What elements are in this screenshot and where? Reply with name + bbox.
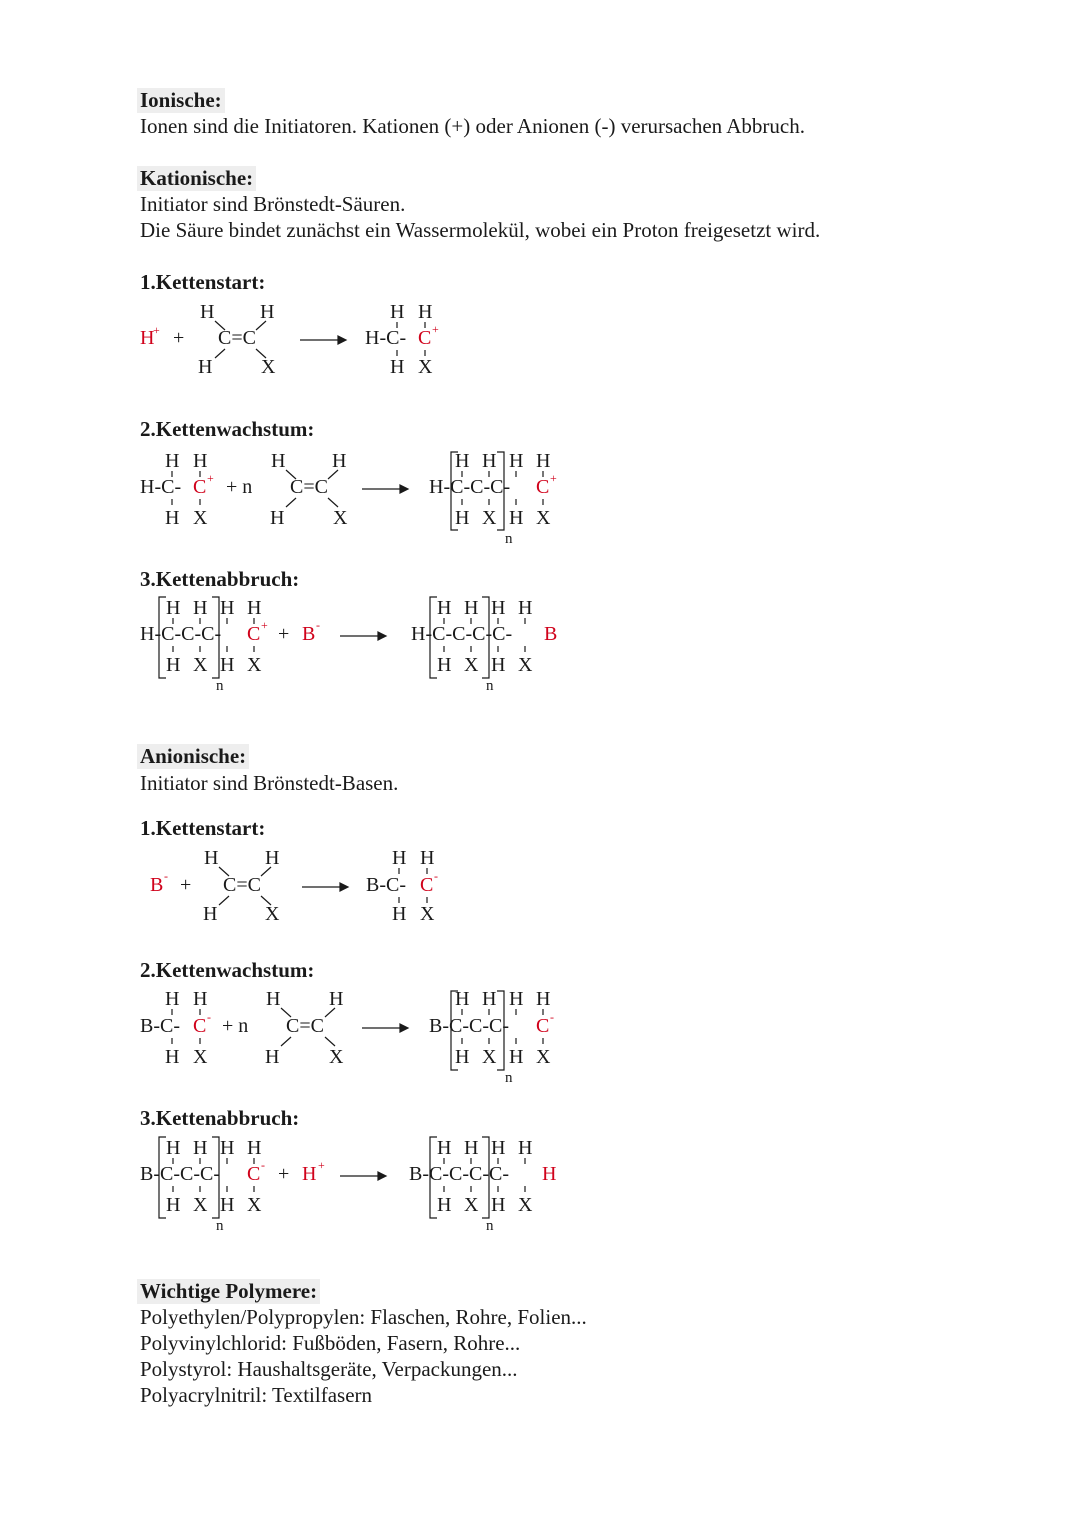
polymer-item: Polystyrol: Haushaltsgeräte, Verpackungen... <box>140 1357 518 1381</box>
kationische-line-2: Die Säure bindet zunächst ein Wassermolekül, wobei ein Proton freigesetzt wird. <box>140 218 821 242</box>
svg-text:H: H <box>271 450 286 472</box>
svg-text:H: H <box>491 597 506 619</box>
svg-text:C=C: C=C <box>218 327 256 349</box>
svg-text:X: X <box>193 1046 208 1068</box>
svg-text:C=C: C=C <box>286 1015 324 1037</box>
svg-text:n: n <box>216 678 224 694</box>
svg-text:B-C-C-C-C-: B-C-C-C-C- <box>409 1163 509 1185</box>
heading-ionische: Ionische: <box>137 88 225 113</box>
heading-kationische: Kationische: <box>137 166 256 191</box>
svg-text:C: C <box>418 327 432 349</box>
svg-text:H: H <box>329 988 344 1010</box>
svg-text:+ n: + n <box>222 1015 249 1037</box>
svg-text:X: X <box>247 654 262 676</box>
svg-text:H: H <box>491 654 506 676</box>
svg-text:H: H <box>166 654 181 676</box>
kationische-line-1: Initiator sind Brönstedt-Säuren. <box>140 192 406 216</box>
svg-text:H: H <box>418 301 433 323</box>
an-step-kettenstart: 1.Kettenstart: <box>140 816 266 840</box>
svg-text:H: H <box>204 847 219 869</box>
kat-kettenwachstum-equation <box>140 450 557 547</box>
svg-text:H: H <box>518 1137 533 1159</box>
svg-text:H: H <box>542 1163 557 1185</box>
svg-text:H: H <box>265 847 280 869</box>
an-kettenabbruch-equation <box>140 1137 556 1234</box>
svg-text:B-C-C-C-: B-C-C-C- <box>429 1015 509 1037</box>
svg-text:H: H <box>265 1046 280 1068</box>
svg-text:X: X <box>418 356 433 378</box>
svg-text:n: n <box>505 1070 513 1086</box>
kat-step-kettenabbruch: 3.Kettenabbruch: <box>140 567 300 591</box>
svg-text:-: - <box>550 1010 554 1024</box>
svg-text:H: H <box>220 654 235 676</box>
svg-text:H: H <box>247 1137 262 1159</box>
svg-text:X: X <box>482 507 497 529</box>
svg-text:C: C <box>536 476 550 498</box>
svg-text:X: X <box>518 1194 533 1216</box>
heading-anionische: Anionische: <box>137 744 249 769</box>
svg-text:n: n <box>216 1218 224 1234</box>
svg-text:H: H <box>482 450 497 472</box>
svg-text:+: + <box>261 618 268 632</box>
heading-wichtige-polymere: Wichtige Polymere: <box>137 1279 320 1304</box>
svg-text:C: C <box>193 476 207 498</box>
svg-text:+: + <box>153 323 160 337</box>
svg-text:H: H <box>392 847 407 869</box>
svg-text:-: - <box>207 1010 211 1024</box>
svg-text:H: H <box>166 1137 181 1159</box>
svg-text:B-C-: B-C- <box>140 1015 180 1037</box>
svg-text:H: H <box>455 450 470 472</box>
polymer-item: Polyvinylchlorid: Fußböden, Fasern, Rohre... <box>140 1331 521 1355</box>
svg-text:X: X <box>536 507 551 529</box>
svg-text:X: X <box>247 1194 262 1216</box>
an-step-kettenwachstum: 2.Kettenwachstum: <box>140 958 315 982</box>
svg-text:H: H <box>165 507 180 529</box>
svg-text:H: H <box>390 301 405 323</box>
svg-text:X: X <box>420 903 435 925</box>
svg-text:H: H <box>260 301 275 323</box>
svg-text:C: C <box>420 874 434 896</box>
svg-text:-: - <box>316 618 320 632</box>
svg-text:+: + <box>180 874 192 896</box>
svg-text:B-C-: B-C- <box>366 874 406 896</box>
svg-text:H: H <box>193 1137 208 1159</box>
svg-text:H: H <box>140 327 155 349</box>
svg-text:B: B <box>150 874 164 896</box>
svg-text:H-C-C-C-C-: H-C-C-C-C- <box>411 623 513 645</box>
an-kettenwachstum-equation <box>140 988 554 1086</box>
svg-text:B: B <box>544 623 558 645</box>
svg-text:H: H <box>536 988 551 1010</box>
svg-text:+: + <box>173 327 185 349</box>
svg-text:+: + <box>207 471 214 485</box>
svg-text:H: H <box>455 507 470 529</box>
svg-text:+ n: + n <box>226 476 253 498</box>
svg-text:H: H <box>437 654 452 676</box>
svg-text:H: H <box>193 450 208 472</box>
svg-text:X: X <box>464 1194 479 1216</box>
svg-text:H: H <box>166 1194 181 1216</box>
svg-text:H: H <box>270 507 285 529</box>
svg-text:H: H <box>518 597 533 619</box>
svg-text:-: - <box>261 1158 265 1172</box>
svg-text:H: H <box>482 988 497 1010</box>
svg-text:H: H <box>437 1194 452 1216</box>
kat-kettenstart-equation <box>140 301 439 378</box>
svg-text:X: X <box>482 1046 497 1068</box>
svg-text:H: H <box>266 988 281 1010</box>
svg-text:H: H <box>509 507 524 529</box>
svg-text:H: H <box>464 1137 479 1159</box>
svg-text:+: + <box>278 1163 290 1185</box>
svg-text:+: + <box>278 623 290 645</box>
svg-text:C: C <box>247 1163 261 1185</box>
svg-text:H: H <box>247 597 262 619</box>
svg-text:C: C <box>193 1015 207 1037</box>
svg-text:H-C-: H-C- <box>140 476 182 498</box>
polymer-item: Polyethylen/Polypropylen: Flaschen, Rohre, Folien... <box>140 1305 587 1329</box>
svg-text:H: H <box>220 1137 235 1159</box>
svg-text:C=C: C=C <box>290 476 328 498</box>
svg-text:X: X <box>265 903 280 925</box>
svg-text:H: H <box>193 597 208 619</box>
svg-text:X: X <box>464 654 479 676</box>
svg-text:+: + <box>318 1158 325 1172</box>
svg-text:H: H <box>302 1163 317 1185</box>
svg-text:H: H <box>464 597 479 619</box>
an-step-kettenabbruch: 3.Kettenabbruch: <box>140 1106 300 1130</box>
polymer-item: Polyacrylnitril: Textilfasern <box>140 1383 373 1407</box>
svg-text:-: - <box>434 869 438 883</box>
svg-text:H: H <box>491 1194 506 1216</box>
svg-text:H: H <box>509 1046 524 1068</box>
svg-text:B: B <box>302 623 316 645</box>
kat-kettenabbruch-equation <box>140 597 557 694</box>
svg-text:X: X <box>518 654 533 676</box>
svg-text:X: X <box>536 1046 551 1068</box>
svg-text:H: H <box>198 356 213 378</box>
svg-text:n: n <box>505 531 513 547</box>
svg-text:H-C-: H-C- <box>365 327 407 349</box>
svg-text:X: X <box>193 1194 208 1216</box>
svg-text:H: H <box>509 988 524 1010</box>
svg-text:H: H <box>392 903 407 925</box>
svg-text:n: n <box>486 678 494 694</box>
svg-text:C: C <box>247 623 261 645</box>
svg-text:C: C <box>536 1015 550 1037</box>
svg-text:H: H <box>536 450 551 472</box>
svg-text:H: H <box>166 597 181 619</box>
svg-text:H: H <box>437 597 452 619</box>
svg-text:H: H <box>165 988 180 1010</box>
svg-text:H: H <box>509 450 524 472</box>
svg-text:H: H <box>332 450 347 472</box>
kat-step-kettenstart: 1.Kettenstart: <box>140 270 266 294</box>
svg-text:H: H <box>165 450 180 472</box>
svg-text:+: + <box>432 322 439 336</box>
svg-text:H-C-C-C-: H-C-C-C- <box>140 623 222 645</box>
svg-text:X: X <box>333 507 348 529</box>
svg-text:H-C-C-C-: H-C-C-C- <box>429 476 511 498</box>
svg-text:n: n <box>486 1218 494 1234</box>
svg-text:H: H <box>455 988 470 1010</box>
svg-text:H: H <box>193 988 208 1010</box>
svg-text:+: + <box>550 471 557 485</box>
svg-text:H: H <box>420 847 435 869</box>
svg-text:H: H <box>491 1137 506 1159</box>
svg-text:X: X <box>261 356 276 378</box>
ionische-description: Ionen sind die Initiatoren. Kationen (+) oder Anionen (-) verursachen Abbruch. <box>140 114 805 138</box>
svg-text:H: H <box>203 903 218 925</box>
svg-text:X: X <box>329 1046 344 1068</box>
svg-text:H: H <box>200 301 215 323</box>
an-kettenstart-equation <box>150 847 438 925</box>
svg-text:H: H <box>390 356 405 378</box>
svg-text:X: X <box>193 507 208 529</box>
svg-text:B-C-C-C-: B-C-C-C- <box>140 1163 220 1185</box>
svg-text:X: X <box>193 654 208 676</box>
kat-step-kettenwachstum: 2.Kettenwachstum: <box>140 417 315 441</box>
anionische-line-1: Initiator sind Brönstedt-Basen. <box>140 771 399 795</box>
svg-text:C=C: C=C <box>223 874 261 896</box>
svg-text:H: H <box>220 597 235 619</box>
svg-text:H: H <box>165 1046 180 1068</box>
svg-text:H: H <box>437 1137 452 1159</box>
svg-text:-: - <box>164 869 168 883</box>
svg-text:H: H <box>220 1194 235 1216</box>
svg-text:H: H <box>455 1046 470 1068</box>
